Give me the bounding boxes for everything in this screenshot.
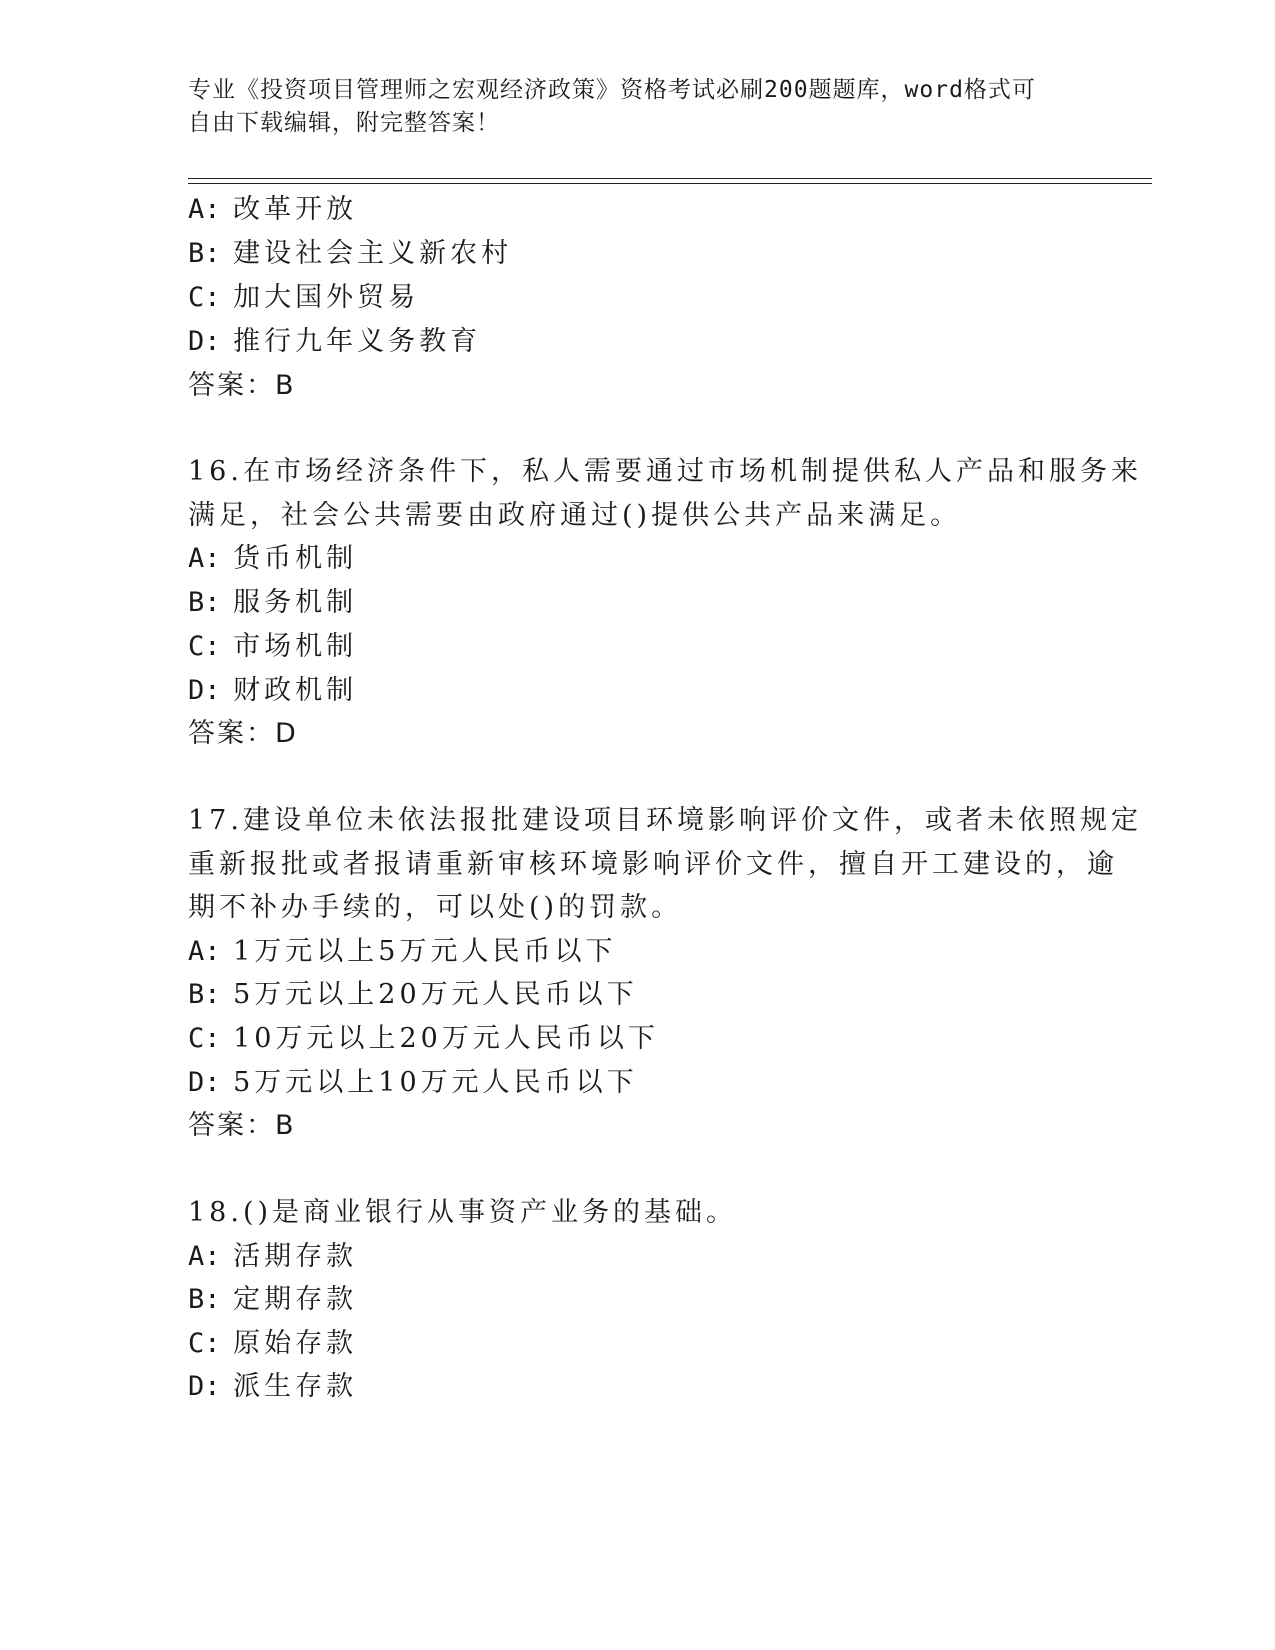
option-text: 5万元以上20万元人民币以下	[233, 979, 638, 1010]
q16-option-a	[188, 541, 357, 577]
option-text: 建设社会主义新农村	[233, 238, 513, 269]
option-text: 10万元以上20万元人民币以下	[233, 1023, 659, 1054]
option-text: 货币机制	[233, 543, 358, 574]
q16-stem-line-1: 16.在市场经济条件下，私人需要通过市场机制提供私人产品和服务来	[188, 456, 1142, 487]
q17-option-a	[188, 934, 616, 970]
option-text: 市场机制	[233, 631, 358, 662]
header-divider-top	[188, 178, 1152, 179]
q16-stem-line-2: 满足，社会公共需要由政府通过()提供公共产品来满足。	[188, 500, 962, 531]
option-key: D:	[188, 1067, 221, 1098]
option-text: 财政机制	[233, 675, 358, 706]
option-key: A:	[188, 936, 221, 967]
option-text: 活期存款	[233, 1241, 358, 1272]
option-key: B:	[188, 587, 221, 618]
option-text: 定期存款	[233, 1284, 358, 1315]
q15-option-b	[188, 236, 512, 272]
q15-answer: 答案：B	[188, 370, 296, 401]
option-text: 加大国外贸易	[233, 282, 420, 313]
q18-stem-line-1: 18.()是商业银行从事资产业务的基础。	[188, 1197, 738, 1228]
q16-option-c	[188, 629, 357, 665]
q17-option-d	[188, 1065, 638, 1101]
header-divider-bottom	[188, 183, 1152, 184]
q17-stem-line-3: 期不补办手续的，可以处()的罚款。	[188, 892, 683, 923]
option-key: C:	[188, 631, 221, 662]
q17-stem-line-2: 重新报批或者报请重新审核环境影响评价文件，擅自开工建设的，逾	[188, 849, 1118, 880]
header-line-1: 专业《投资项目管理师之宏观经济政策》资格考试必刷200题题库，word格式可	[188, 77, 1036, 103]
q18-option-a	[188, 1239, 357, 1275]
option-key: A:	[188, 543, 221, 574]
option-key: D:	[188, 326, 221, 357]
option-text: 派生存款	[233, 1371, 358, 1402]
option-key: C:	[188, 1023, 221, 1054]
option-key: B:	[188, 1284, 221, 1315]
option-key: D:	[188, 1371, 221, 1402]
q18-option-b	[188, 1282, 357, 1318]
q15-option-c	[188, 280, 419, 316]
q17-answer: 答案：B	[188, 1110, 296, 1141]
q16-option-b	[188, 585, 357, 621]
q18-option-d	[188, 1369, 357, 1405]
document-header	[188, 74, 1068, 140]
q17-option-c	[188, 1021, 659, 1057]
q17-stem-line-1: 17.建设单位未依法报批建设项目环境影响评价文件，或者未依照规定	[188, 805, 1142, 836]
option-key: B:	[188, 238, 221, 269]
option-key: C:	[188, 282, 221, 313]
option-text: 推行九年义务教育	[233, 326, 482, 357]
option-text: 原始存款	[233, 1328, 358, 1359]
option-key: A:	[188, 1241, 221, 1272]
option-text: 1万元以上5万元人民币以下	[233, 936, 617, 967]
q15-option-d	[188, 324, 481, 360]
header-line-2: 自由下载编辑，附完整答案！	[188, 110, 500, 136]
option-key: B:	[188, 979, 221, 1010]
option-key: C:	[188, 1328, 221, 1359]
q16-option-d	[188, 673, 357, 709]
option-text: 改革开放	[233, 194, 358, 225]
q18-option-c	[188, 1326, 357, 1362]
q15-option-a	[188, 192, 357, 228]
option-key: D:	[188, 675, 221, 706]
option-text: 5万元以上10万元人民币以下	[233, 1067, 638, 1098]
option-key: A:	[188, 194, 221, 225]
option-text: 服务机制	[233, 587, 358, 618]
q16-answer: 答案：D	[188, 718, 298, 749]
q17-option-b	[188, 977, 638, 1013]
